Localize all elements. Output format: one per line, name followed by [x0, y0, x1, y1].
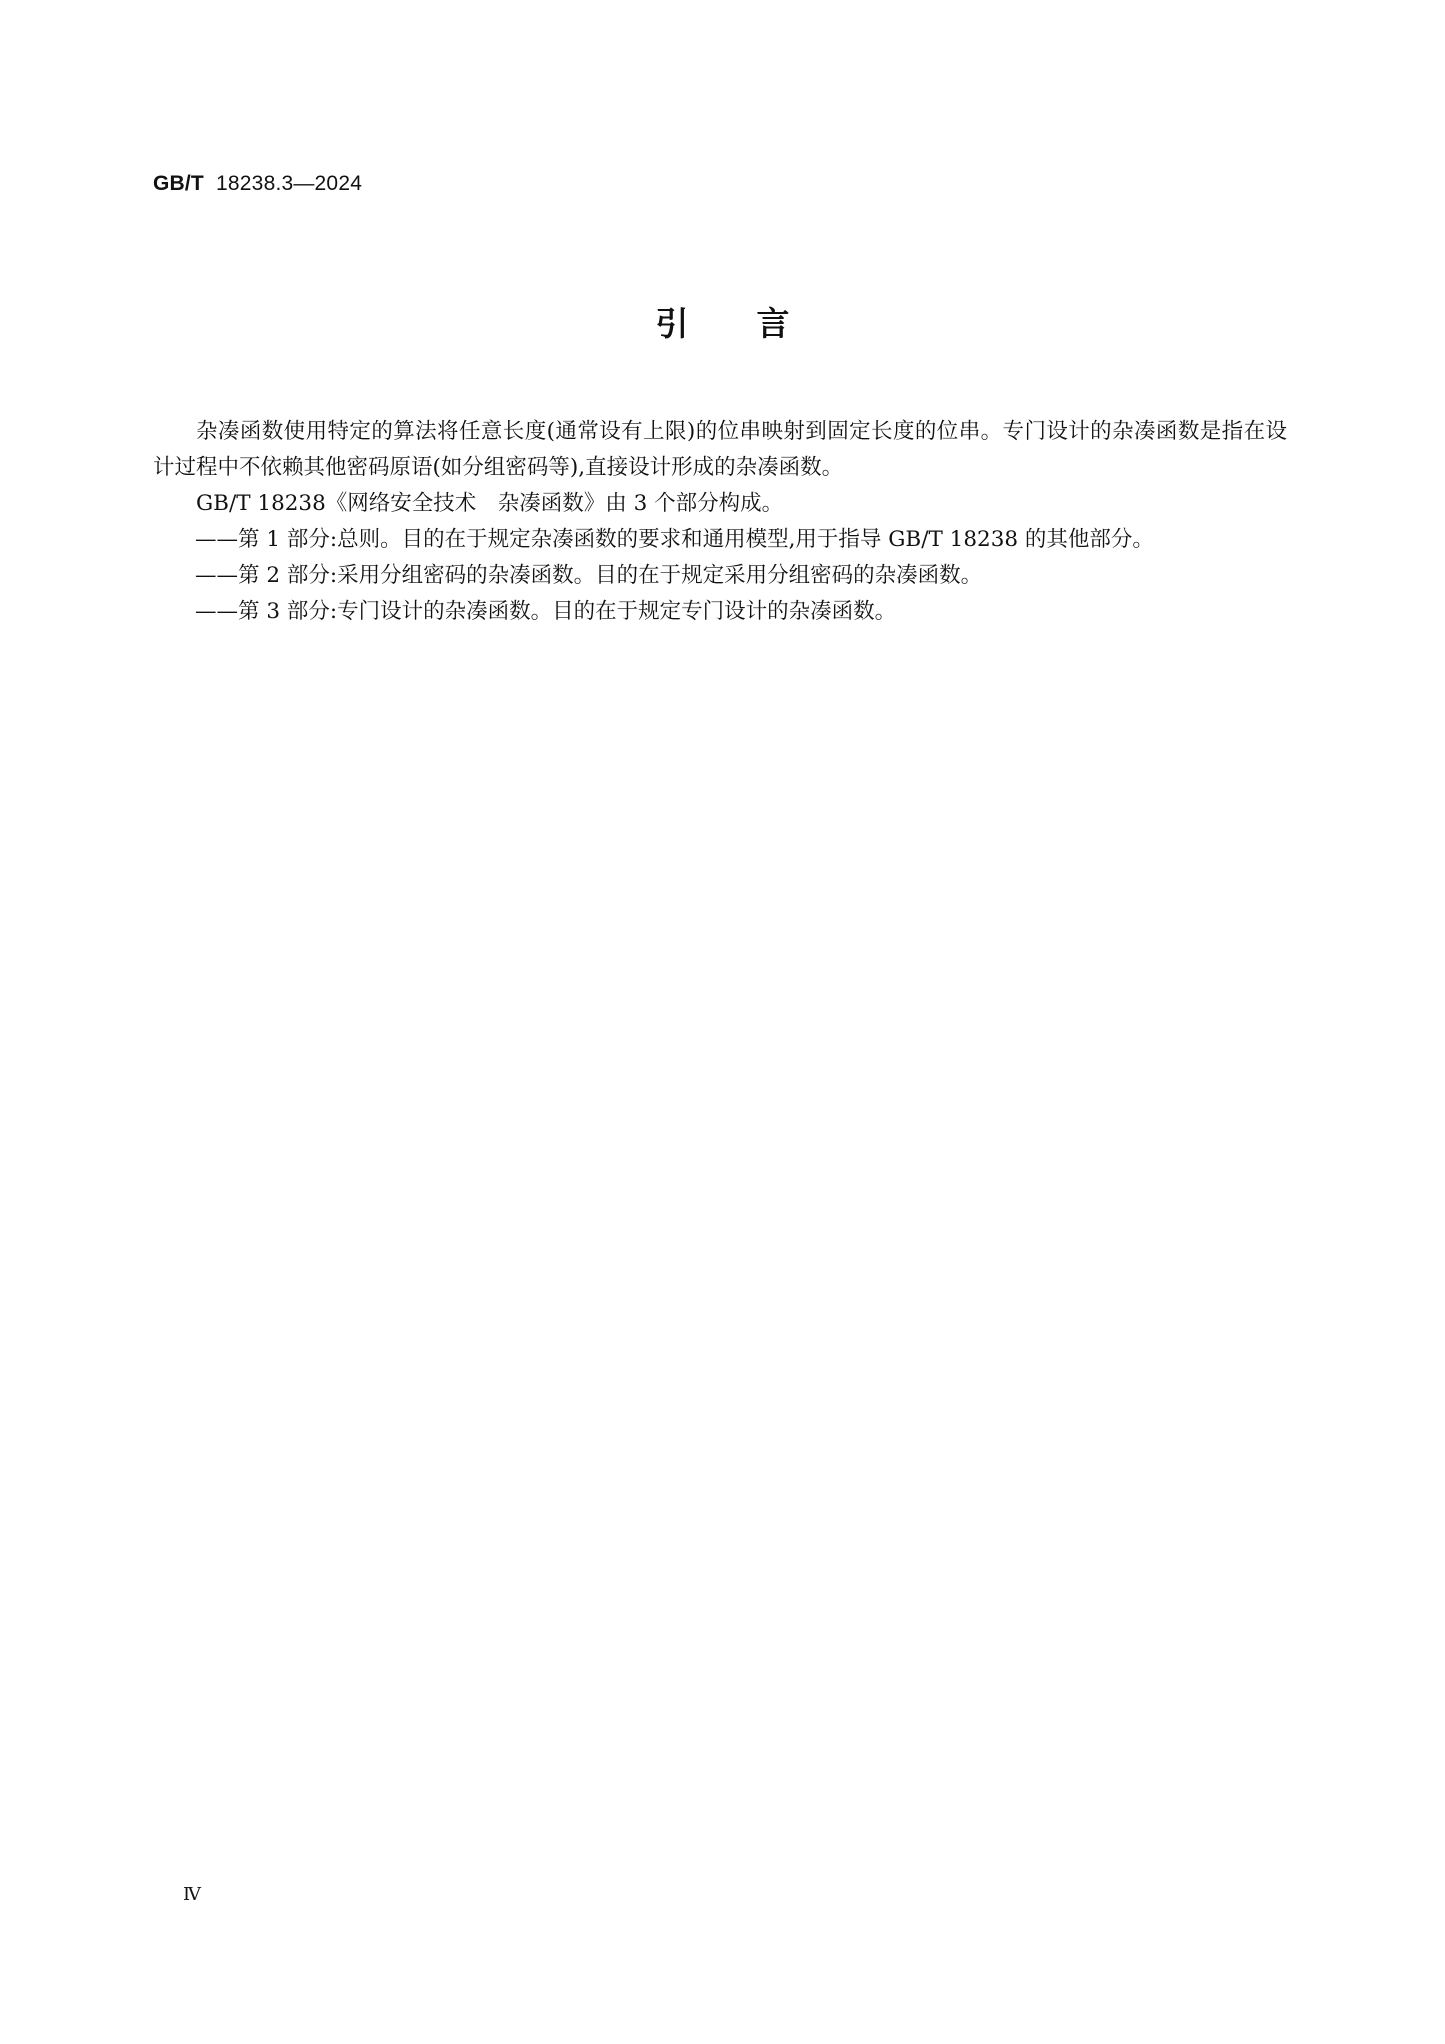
list-item-part-1: ——第 1 部分:总则。目的在于规定杂凑函数的要求和通用模型,用于指导 GB/T 18238 的其他部分。 [195, 527, 1154, 552]
standard-code: 18238.3—2024 [216, 172, 363, 195]
paragraph-parts-overview: GB/T 18238《网络安全技术 杂凑函数》由 3 个部分构成。 [196, 491, 784, 516]
page-number: Ⅳ [183, 1884, 201, 1905]
list-item-part-2: ——第 2 部分:采用分组密码的杂凑函数。目的在于规定采用分组密码的杂凑函数。 [195, 563, 983, 588]
standard-prefix: GB/T [153, 172, 204, 195]
paragraph-hash-definition: 杂凑函数使用特定的算法将任意长度(通常设有上限)的位串映射到固定长度的位串。专门设计的杂凑函数是指在设计过程中不依赖其他密码原语(如分组密码等),直接设计形成的杂凑函数。 [153, 419, 1287, 480]
standard-number [153, 172, 362, 196]
section-title: 引言 [655, 304, 858, 343]
list-item-part-3: ——第 3 部分:专门设计的杂凑函数。目的在于规定专门设计的杂凑函数。 [195, 599, 897, 624]
body-text [153, 414, 1287, 630]
